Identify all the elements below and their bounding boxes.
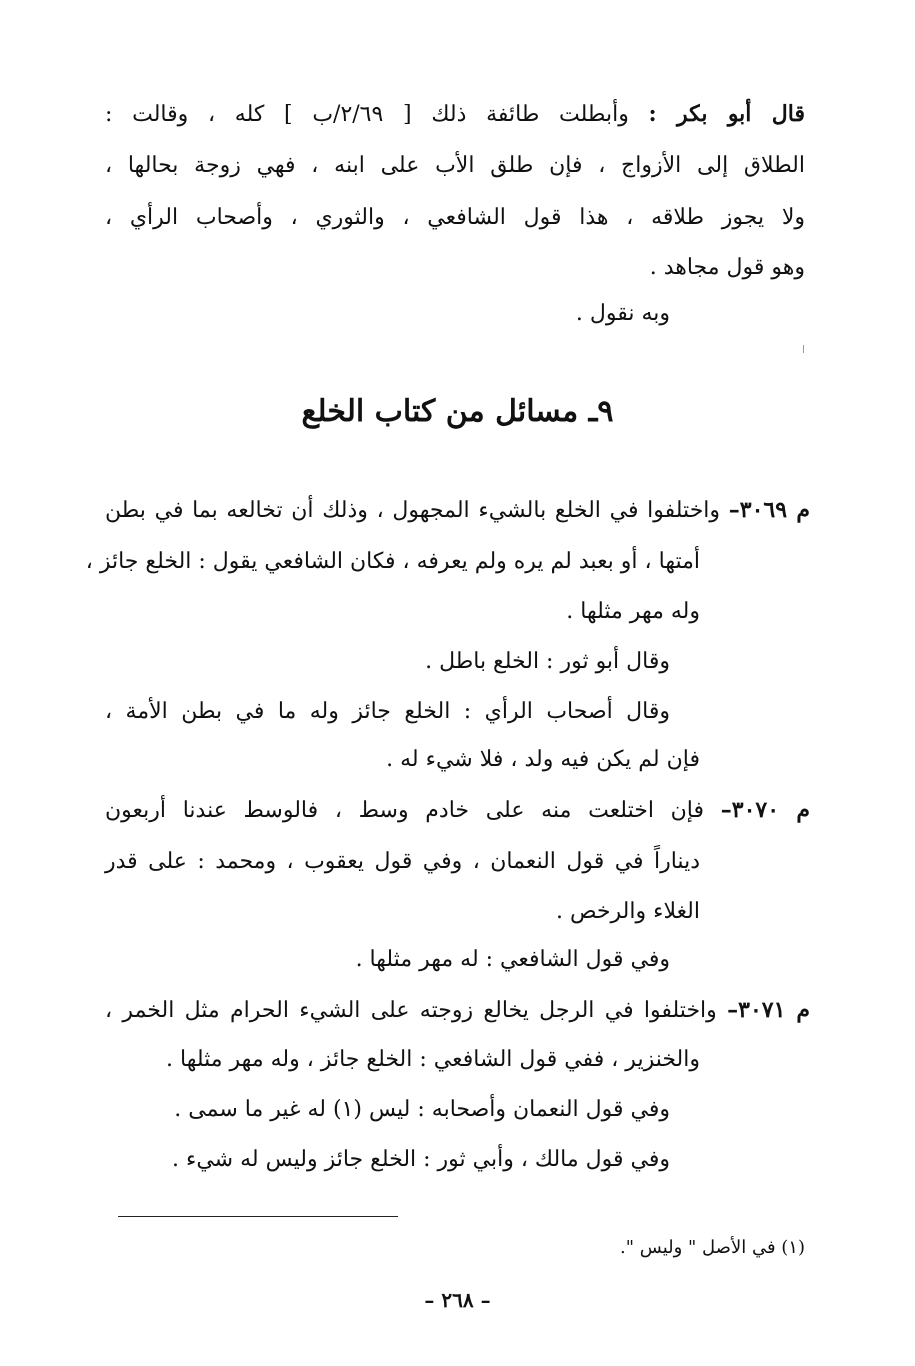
intro-line-5: وبه نقول . — [575, 301, 670, 326]
intro-line-1-text: وأبطلت طائفة ذلك [ ٢/٦٩/ب ] كله ، وقالت : — [105, 102, 629, 127]
footnote: (١) في الأصل " وليس ". — [620, 1237, 805, 1258]
issue-3070-line-4: وفي قول الشافعي : له مهر مثلها . — [355, 947, 670, 972]
issue-3069-line-6: فإن لم يكن فيه ولد ، فلا شيء له . — [386, 747, 700, 772]
issue-3071-line-4: وفي قول مالك ، وأبي ثور : الخلع جائز وليس له شيء . — [171, 1147, 670, 1172]
issue-3071-line-3: وفي قول النعمان وأصحابه : ليس (١) له غير ما سمى . — [174, 1097, 670, 1122]
issue-3071-line-1 — [105, 996, 810, 1025]
intro-line-1 — [105, 100, 805, 129]
issue-3069-line-3: وله مهر مثلها . — [566, 599, 700, 624]
issue-3070-line-2: ديناراً في قول النعمان ، وفي قول يعقوب ، ومحمد : على قدر — [105, 849, 700, 874]
issue-3069-line-1 — [105, 496, 810, 525]
intro-line-3: ولا يجوز طلاقه ، هذا قول الشافعي ، والثوري ، وأصحاب الرأي ، — [105, 205, 805, 230]
issue-number: م ٣٠٧١– — [727, 997, 811, 1023]
issue-3069-line-5: وقال أصحاب الرأي : الخلع جائز وله ما في بطن الأمة ، — [105, 699, 670, 724]
speaker-label: قال أبو بكر : — [648, 101, 805, 127]
intro-line-4: وهو قول مجاهد . — [649, 255, 805, 280]
issue-3069-line-2: أمتها ، أو بعبد لم يره ولم يعرفه ، فكان الشافعي يقول : الخلع جائز ، — [85, 549, 700, 574]
issue-number: م ٣٠٦٩– — [728, 497, 811, 523]
footnote-rule — [118, 1216, 398, 1217]
issue-number: م ٣٠٧٠– — [720, 797, 811, 823]
issue-3071-line-2: والخنزير ، ففي قول الشافعي : الخلع جائز ، وله مهر مثلها . — [166, 1047, 700, 1072]
intro-line-2: الطلاق إلى الأزواج ، فإن طلق الأب على ابنه ، فهي زوجة بحالها ، — [105, 153, 805, 178]
issue-3069-line-4: وقال أبو ثور : الخلع باطل . — [425, 649, 670, 674]
issue-3070-line-1 — [105, 796, 810, 825]
margin-mark — [803, 345, 804, 353]
issue-3071-text-1: واختلفوا في الرجل يخالع زوجته على الشيء الحرام مثل الخمر ، — [105, 998, 717, 1023]
issue-3069-text-1: واختلفوا في الخلع بالشيء المجهول ، وذلك أن تخالعه بما في بطن — [105, 498, 721, 523]
section-title: ٩ـ مسائل من كتاب الخلع — [301, 394, 614, 429]
issue-3070-line-3: الغلاء والرخص . — [555, 899, 700, 924]
page-number: – ٢٦٨ – — [424, 1288, 491, 1312]
issue-3070-text-1: فإن اختلعت منه على خادم وسط ، فالوسط عندنا أربعون — [105, 798, 705, 823]
